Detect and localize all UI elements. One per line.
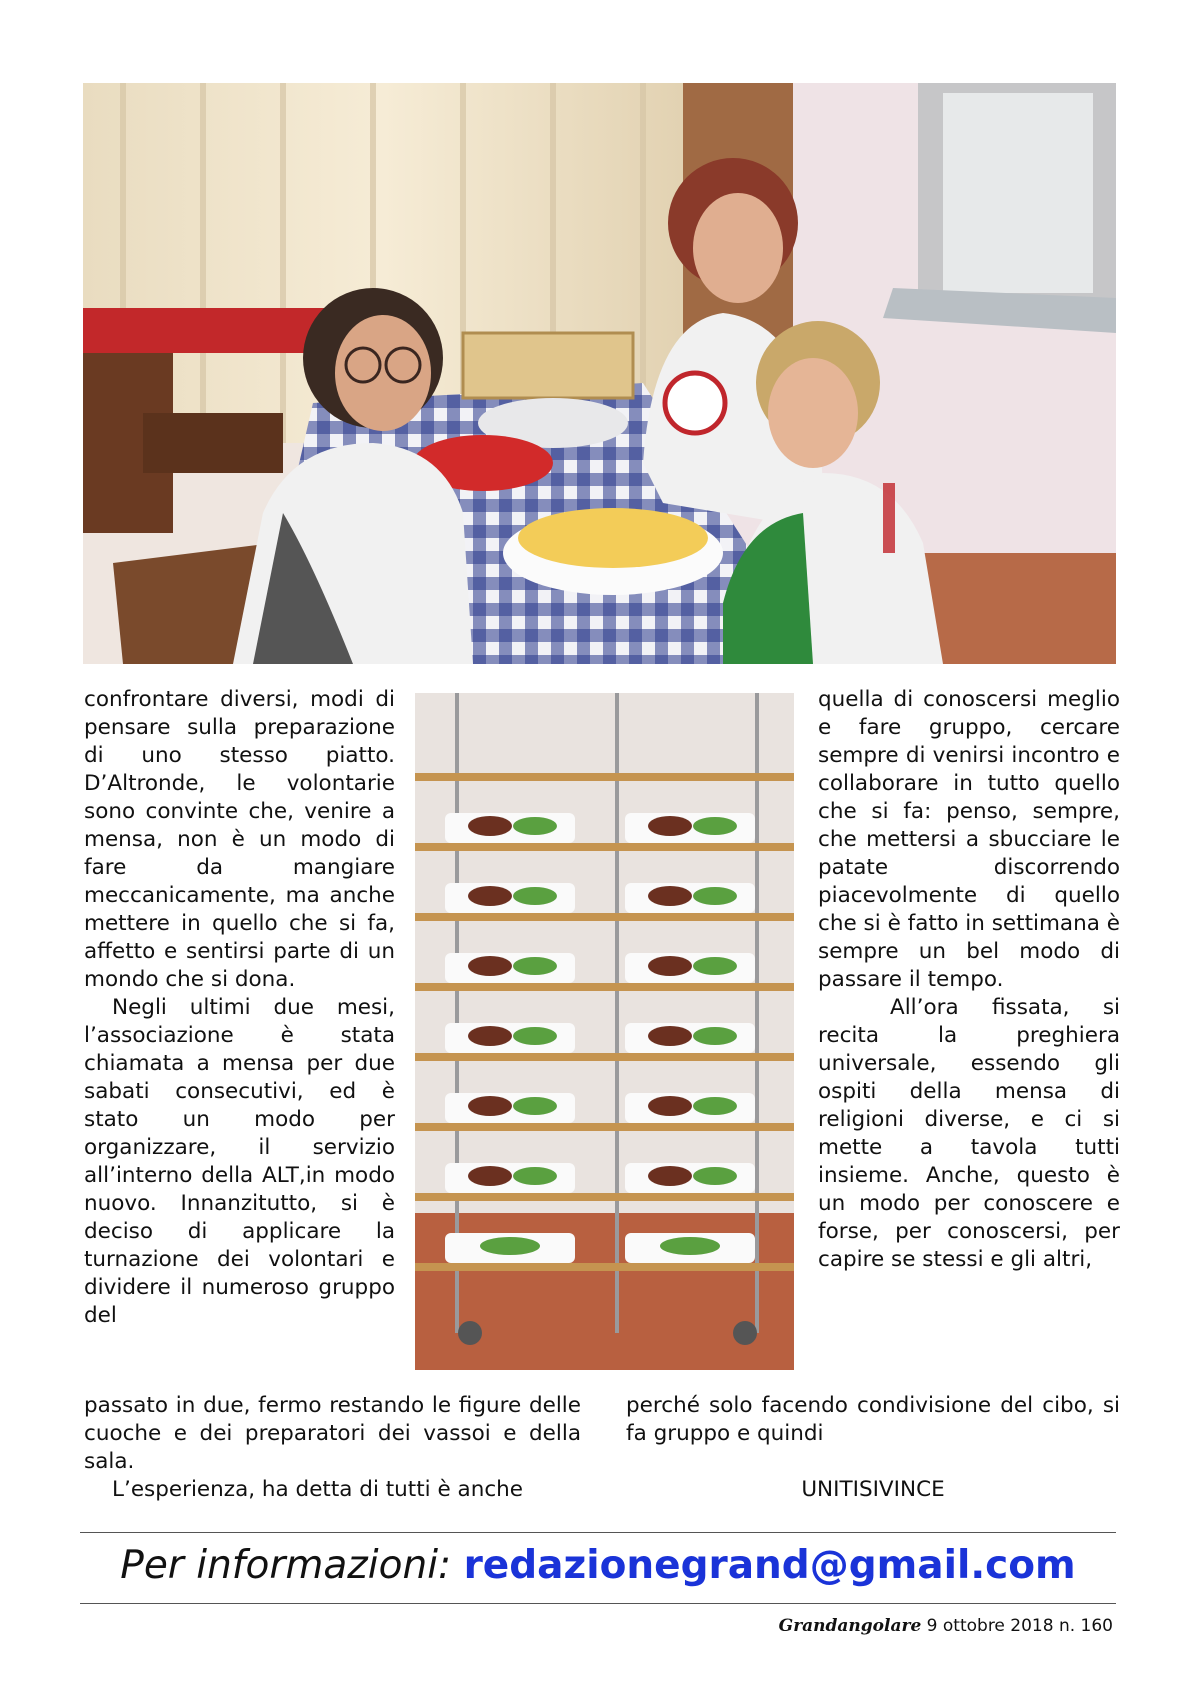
article-paragraph: All’ora fissata, si recita la preghiera universale, essendo gli ospiti della mensa di religioni diverse, e ci si mette a tavola tutti insieme. Anche, questo è un modo per conoscere e forse, per conoscersi, per capire se stessi e gli altri, <box>818 995 1120 1272</box>
article-paragraph: confrontare diversi, modi di pensare sulla preparazione di uno stesso piatto. D’Altronde, le volontarie sono convinte che, venire a mensa, non è un modo di fare da mangiare meccanicamente, ma anche mettere in quello che si fa, affetto e sentirsi parte di un mondo che si dona. <box>84 687 395 992</box>
article-paragraph: perché solo facendo condivisione del cibo, si fa gruppo e quindi <box>626 1393 1120 1446</box>
article-paragraph: quella di conoscersi meglio e fare gruppo, cercare sempre di venirsi incontro e collaborare in tutto quello che si fa: penso, sempre, che mettersi a sbucciare le patate discorrendo piacevolmente di quello che si è fatto in settimana è sempre un bel modo di passare il tempo. <box>818 687 1120 992</box>
food-trays-photo <box>415 693 794 1370</box>
article-column-right <box>818 686 1120 1274</box>
divider <box>80 1603 1116 1604</box>
photo-volunteers-peeling-potatoes-icon <box>83 83 1116 664</box>
article-paragraph: Negli ultimi due mesi, l’associazione è stata chiamata a mensa per due sabati consecutivi, ed è stato un modo per organizzare, il servizio all’interno della ALT,in modo nuovo. Innanzitutto, si è deciso di applicare la turnazione dei volontari e dividere il numeroso gruppo del <box>84 995 395 1328</box>
article-spanning-left <box>84 1392 581 1504</box>
photo-food-trays-cart-icon <box>415 693 794 1370</box>
volunteers-photo <box>83 83 1116 664</box>
info-banner <box>80 1536 1116 1596</box>
info-label: Per informazioni: <box>120 1543 452 1588</box>
divider <box>80 1532 1116 1533</box>
issue-info: 9 ottobre 2018 n. 160 <box>926 1616 1113 1636</box>
article-paragraph: L’esperienza, ha detta di tutti è anche <box>112 1477 524 1502</box>
info-email-link[interactable]: redazionegrand@gmail.com <box>463 1543 1076 1588</box>
masthead: Grandangolare <box>778 1616 922 1636</box>
page-footer <box>779 1614 1113 1638</box>
article-spanning-right <box>626 1392 1120 1504</box>
article-signature: UNITISIVINCE <box>801 1477 945 1502</box>
article-column-left <box>84 686 395 1330</box>
article-paragraph: passato in due, fermo restando le figure delle cuoche e dei preparatori dei vassoi e della sala. <box>84 1393 581 1474</box>
